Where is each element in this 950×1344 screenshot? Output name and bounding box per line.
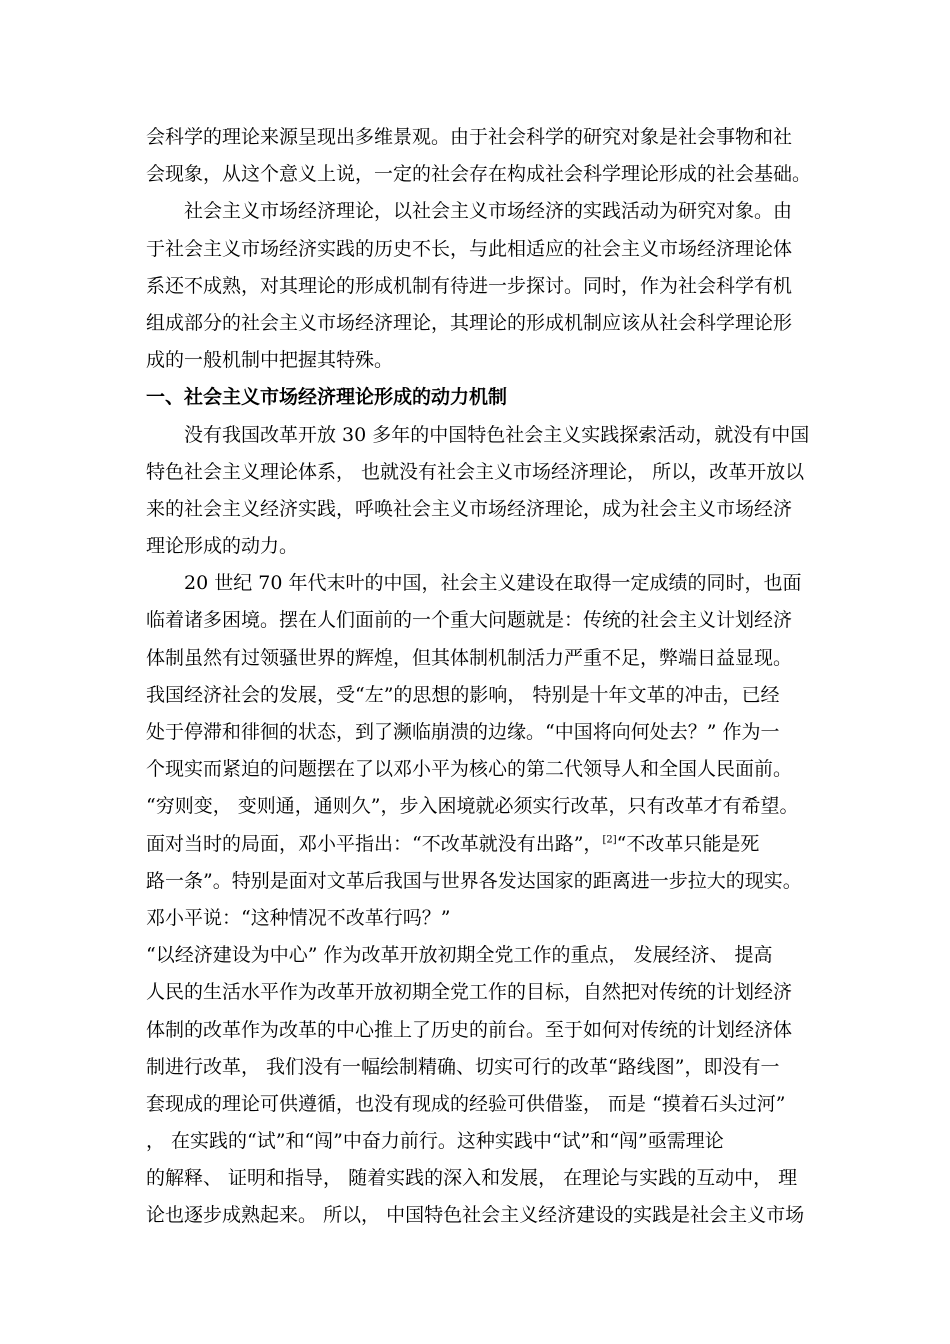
text-line: 体制虽然有过领骚世界的辉煌，但其体制机制活力严重不足，弊端日益显现。 [146,646,793,669]
text-line: 20 世纪 70 年代末叶的中国，社会主义建设在取得一定成绩的同时，也面 [184,572,802,595]
text-line: 理论形成的动力。 [146,535,299,558]
text-line: 路一条”。特别是面对文革后我国与世界各发达国家的距离进一步拉大的现实。 [146,869,802,892]
text-line [146,826,810,863]
text-line: 我国经济社会的发展，受“左”的思想的影响， 特别是十年文革的冲击，已经 [146,683,780,706]
text-line: “以经济建设为中心” 作为改革开放初期全党工作的重点， 发展经济、 提高 [146,944,773,967]
section-heading: 一、社会主义市场经济理论形成的动力机制 [146,386,508,409]
text-line: 制进行改革， 我们没有一幅绘制精确、切实可行的改革“路线图”，即没有一 [146,1055,780,1078]
text-line: 特色社会主义理论体系， 也就没有社会主义市场经济理论， 所以，改革开放以 [146,460,805,483]
text-segment: 面对当时的局面，邓小平指出：“不改革就没有出路”， [146,832,603,855]
text-line: 组成部分的社会主义市场经济理论，其理论的形成机制应该从社会科学理论形 [146,311,793,334]
text-line: 于社会主义市场经济实践的历史不长，与此相适应的社会主义市场经济理论体 [146,237,793,260]
text-line: 来的社会主义经济实践，呼唤社会主义市场经济理论，成为社会主义市场经济 [146,497,793,520]
text-line: 的解释、 证明和指导， 随着实践的深入和发展， 在理论与实践的互动中， 理 [146,1167,798,1190]
text-line: ， 在实践的“试”和“闯”中奋力前行。这种实践中“试”和“闯”亟需理论 [146,1130,724,1153]
text-line: “穷则变， 变则通，通则久”，步入困境就必须实行改革，只有改革才有希望。 [146,795,799,818]
text-line: 体制的改革作为改革的中心推上了历史的前台。至于如何对传统的计划经济体 [146,1018,793,1041]
text-line: 会科学的理论来源呈现出多维景观。由于社会科学的研究对象是社会事物和社 [146,126,793,148]
document-body [146,119,810,1235]
text-line: 系还不成熟，对其理论的形成机制有待进一步探讨。同时，作为社会科学有机 [146,274,793,297]
text-segment: “不改革只能是死 [616,832,760,855]
text-line: 人民的生活水平作为改革开放初期全党工作的目标，自然把对传统的计划经济 [146,981,793,1004]
text-line: 邓小平说：“这种情况不改革行吗？” [146,906,451,929]
text-line: 套现成的理论可供遵循，也没有现成的经验可供借鉴， 而是 “摸着石头过河” [146,1092,786,1115]
text-line: 临着诸多困境。摆在人们面前的一个重大问题就是：传统的社会主义计划经济 [146,609,793,632]
footnote-reference: [2] [602,834,617,846]
text-line: 会现象，从这个意义上说，一定的社会存在构成社会科学理论形成的社会基础。 [146,163,812,186]
text-line: 处于停滞和徘徊的状态，到了濒临崩溃的边缘。“中国将向何处去？” 作为一 [146,721,780,743]
text-line: 论也逐步成熟起来。 所以， 中国特色社会主义经济建设的实践是社会主义市场 [146,1204,805,1227]
text-line: 没有我国改革开放 30 多年的中国特色社会主义实践探索活动，就没有中国 [184,423,810,446]
text-line: 个现实而紧迫的问题摆在了以邓小平为核心的第二代领导人和全国人民面前。 [146,758,793,781]
text-line: 社会主义市场经济理论，以社会主义市场经济的实践活动为研究对象。由 [184,200,793,223]
text-line: 成的一般机制中把握其特殊。 [146,349,394,372]
